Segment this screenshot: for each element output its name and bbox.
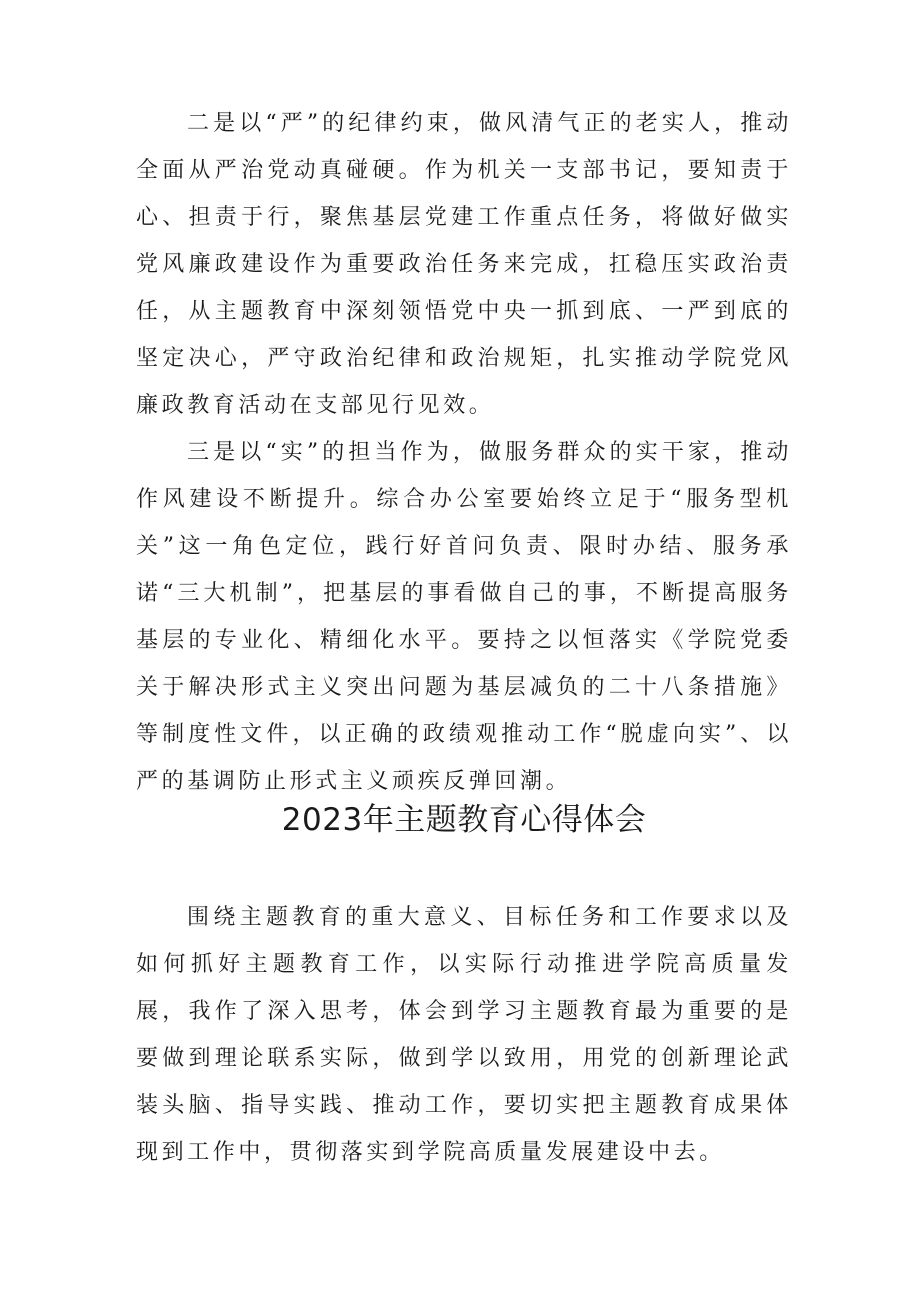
document-page — [136, 100, 792, 1165]
title-block — [136, 800, 792, 840]
document-title: 2023年主题教育心得体会 — [281, 802, 647, 838]
paragraph-practical-work: 三是以“实”的担当作为，做服务群众的实干家，推动作风建设不断提升。综合办公室要始终立足于“服务型机关”这一角色定位，践行好首问负责、限时办结、服务承诺“三大机制”，把基层的事看做自己的事，不断提高服务基层的专业化、精细化水平。要持之以恒落实《学院党委关于解决形式主义突出问题为基层减负的二十八条措施》等制度性文件，以正确的政绩观推动工作“脱虚向实”、以严的基调防止形式主义顽疾反弹回潮。 — [136, 440, 792, 794]
paragraph-intro: 围绕主题教育的重大意义、目标任务和工作要求以及如何抓好主题教育工作，以实际行动推进学院高质量发展，我作了深入思考，体会到学习主题教育最为重要的是要做到理论联系实际，做到学以致用，用党的创新理论武装头脑、指导实践、推动工作，要切实把主题教育成果体现到工作中，贯彻落实到学院高质量发展建设中去。 — [136, 905, 792, 1165]
bottom-section — [136, 894, 792, 1176]
paragraph-discipline: 二是以“严”的纪律约束，做风清气正的老实人，推动全面从严治党动真碰硬。作为机关一支部书记，要知责于心、担责于行，聚焦基层党建工作重点任务，将做好做实党风廉政建设作为重要政治任务来完成，扛稳压实政治责任，从主题教育中深刻领悟党中央一抓到底、一严到底的坚定决心，严守政治纪律和政治规矩，扎实推动学院党风廉政教育活动在支部见行见效。 — [136, 111, 792, 418]
top-section — [136, 100, 792, 794]
